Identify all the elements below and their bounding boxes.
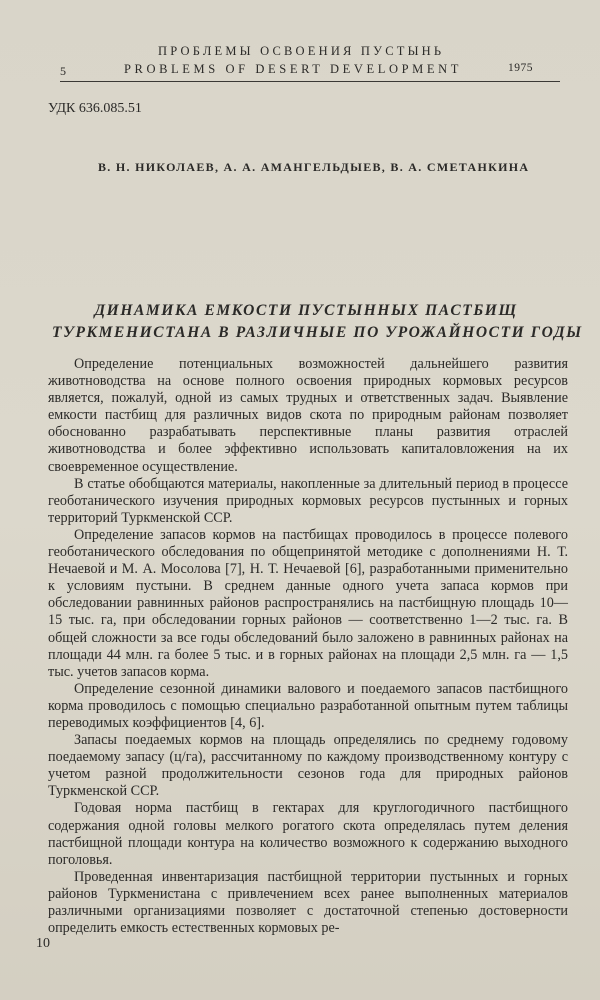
journal-title-ru: ПРОБЛЕМЫ ОСВОЕНИЯ ПУСТЫНЬ [158,44,445,58]
paragraph-7: Проведенная инвентаризация пастбищной территории пустынных и горных районов Туркменистана с привлечением всех ранее выполненных материалов различными организациями позволяет с достаточной степенью достоверности определить емкость естественных кормовых ре- [48,868,568,937]
paragraph-2: В статье обобщаются материалы, накопленные за длительный период в процессе геоботанического изучения природных кормовых ресурсов пустынных и горных территорий Туркменской ССР. [48,475,568,526]
paragraph-5: Запасы поедаемых кормов на площадь определялись по среднему годовому поедаемому запасу (ц/га), рассчитанному по каждому производственному контуру с учетом разной продолжительности сезонов года для природных районов Туркменской ССР. [48,732,568,800]
journal-title-en: PROBLEMS OF DESERT DEVELOPMENT [124,62,462,76]
title-line-2: ТУРКМЕНИСТАНА В РАЗЛИЧНЫЕ ПО УРОЖАЙНОСТИ ГОДЫ [52,324,583,341]
paragraph-4: Определение сезонной динамики валового и поедаемого запасов пастбищного корма проводилось с помощью специально разработанной опытным путем таблицы переводимых коэффициентов [4, 6]. [48,680,568,731]
header-rule [60,81,560,82]
paragraph-1: Определение потенциальных возможностей дальнейшего развития животноводства на основе полного освоения природных кормовых ресурсов является, пожалуй, одной из самых трудных и ответственных задач. Выявление емкости пастбищ для различных видов скота по природным районам позволяет обоснованно разрабатывать перспективные планы развития отраслей животноводства и более эффективно использовать капиталовложения на их своевременное осуществление. [48,356,568,475]
authors-line: В. Н. НИКОЛАЕВ, А. А. АМАНГЕЛЬДЫЕВ, В. А. СМЕТАНКИНА [98,160,530,174]
article-body [48,356,568,937]
title-line-1: ДИНАМИКА ЕМКОСТИ ПУСТЫННЫХ ПАСТБИЩ [94,302,518,319]
paragraph-3: Определение запасов кормов на пастбищах проводилось в процессе полевого геоботанического обследования по общепринятой методике с дополнениями Н. Т. Нечаевой и М. А. Мосолова [7], Н. Т. Нечаевой [6], разработанными применительно к условиям пустыни. В среднем данные одного учета запаса кормов при обследовании равнинных районов распространялись на пастбищную площадь 10—15 тыс. га, при обследовании горных районов — соответственно 1—2 тыс. га. В общей сложности за все годы обследований было заложено в равнинных районах на площади 44 млн. га более 5 тыс. и в горных районах на площади 2,5 млн. га — 1,5 тыс. учетов запасов корма. [48,526,568,680]
udk-code: УДК 636.085.51 [48,101,142,116]
issue-number: 5 [60,64,66,78]
article-title [52,300,583,344]
paragraph-6: Годовая норма пастбищ в гектарах для круглогодичного пастбищного содержания одной головы мелкого рогатого скота определялась путем деления пастбищной площади контура на количество возможного к содержанию выходного поголовья. [48,800,568,868]
page-number: 10 [36,936,50,951]
issue-year: 1975 [508,62,533,74]
